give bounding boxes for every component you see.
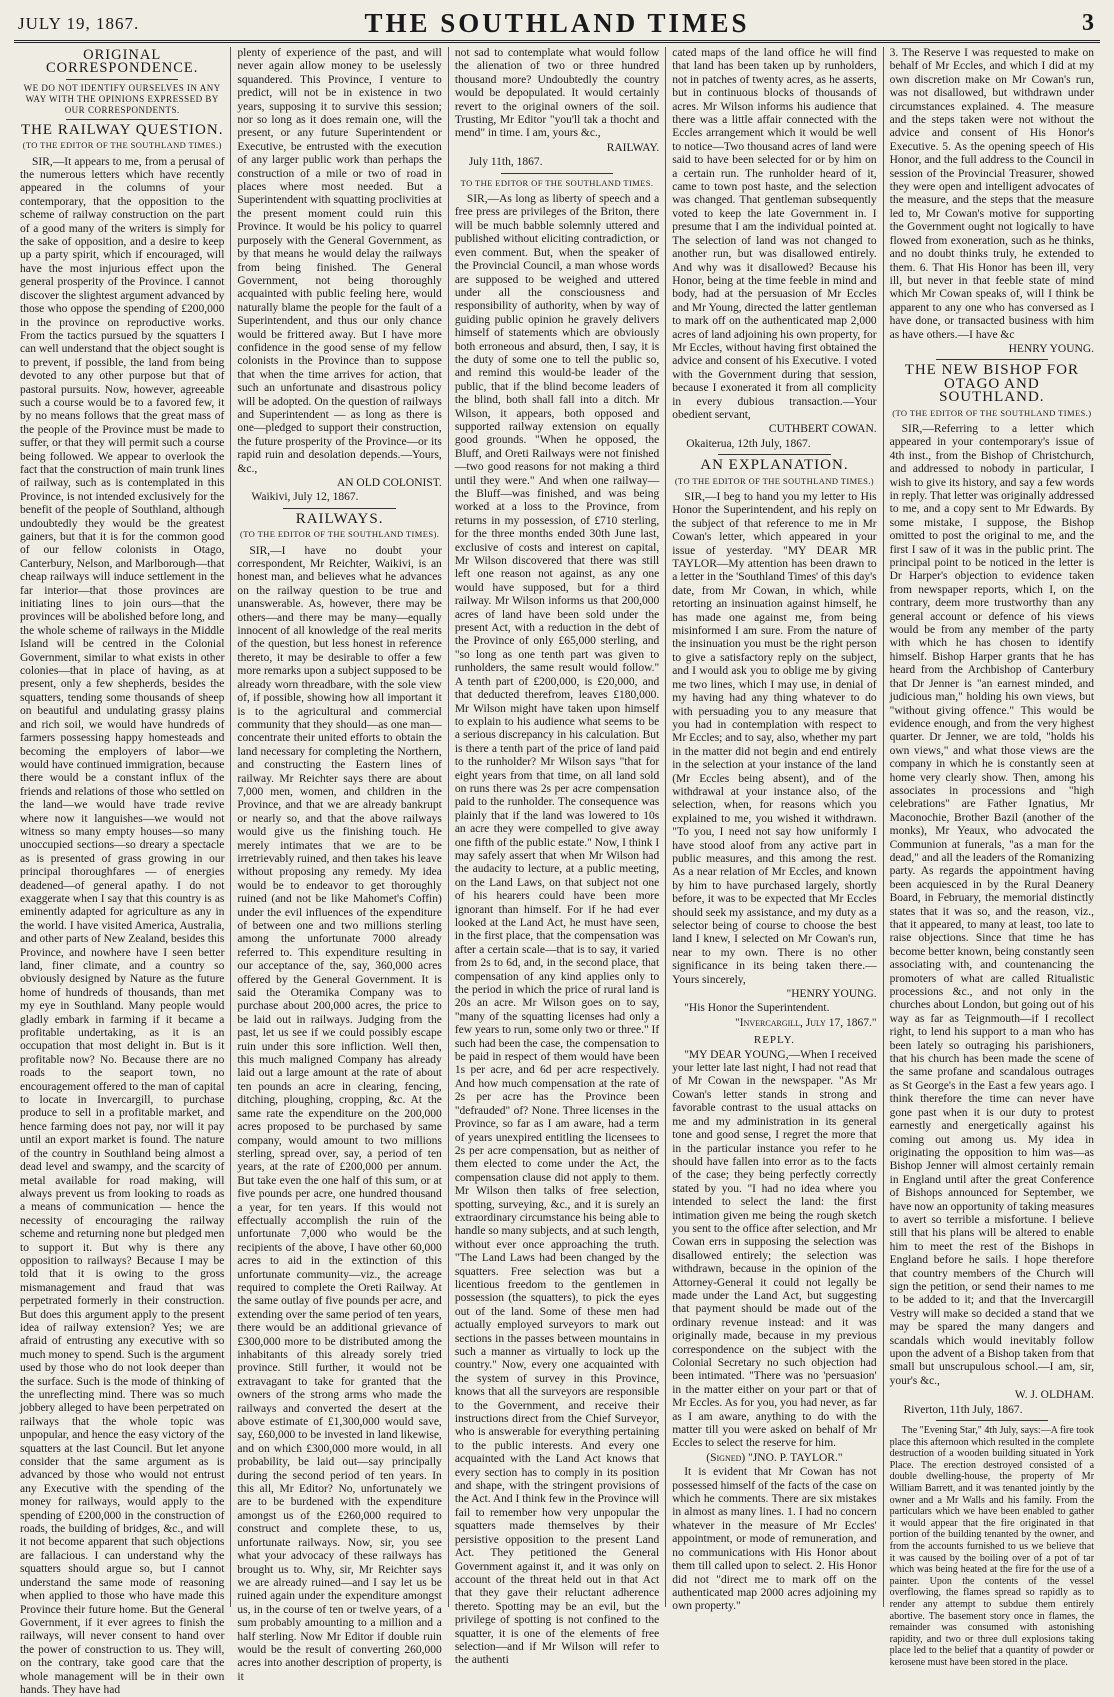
letter-body: SIR,—As long as liberty of speech and a free press are privileges of the Briton, there will be much babble solemnly uttered and published without eliciting contradiction, or even comment. But, when the speaker of the Provincial Council, a man whose words are supposed to be weighed and uttered under all the consciousness and responsibility of authority, when by way of guiding public opinion he gravely delivers himself of statements which are obviously both erroneous and absurd, then, I say, it is the duty of some one to tell the public so, and remind this would-be leader of the public, that if the blind become leaders of the blind, both shall fall into a ditch. Mr Wilson, it appears, both opposed and supported railway extension on equally good grounds. "When he opposed, the Bluff, and Oreti Railways were not finished—two good reasons for not making a third until they were." And when one railway—the Bluff—was finished, and was being worked at a loss to the Province, from returns in my possession, of £710 sterling, for the three months ended 30th June last, exclusive of costs and interest on capital, Mr Wilson discovered that there was still left one reason not against, as any one would have supposed, but for a third railway. Mr Wilson informs us that 200,000 acres of land have been sold under the present Act, with a reduction in the debt of the Province of only £65,000 sterling, and "so long as one tenth part was given to runholders, the same result would follow." A tenth part of £200,000, is £20,000, and that deducted therefrom, leaves £180,000. Mr Wilson might have taken upon himself to explain to his audience what seems to be a serious discrepancy in his calculation. But is there a tenth part of the price of land paid to the runholder? Mr Wilson says "that for eight years from that time, on all land sold on runs there was 2s per acre compensation paid to the runholder. The consequence was plainly that if the land was lowered to 10s an acre they were compelled to give away one fifth of the public estate." Now, I think I may safely assert that when Mr Wilson had the audacity to lecture, at a public meeting, on the Land Laws, on that subject not one of his hearers could have been more ignorant than himself. For if he had ever looked at the Land Act, he must have seen, in the first place, that the compensation was after a certain scale—that is to say, it varied from 2s to 6d, and, in the second place, that compensation of any kind applies only to the period in which the price of rural land is 20s an acre. Mr Wilson goes on to say, "many of the squatting licenses had only a few years to run, some only two or three." If such had been the case, the compensation to be paid in respect of them would have been 1s per acre, and 6d per acre respectively. And how much compensation at the rate of 2s per acre has the Province been "defrauded" of? None. Three licenses in the Province, so far as I am aware, had a term of years unexpired entitling the licensees to 2s per acre compensation, but as neither of them elected to come under the Act, the compensation clause did not apply to them. Mr Wilson then talks of free selection, spotting, surveying, &c., and it is surely an extraordinary circumstance his being able to handle so many subjects, and at such length, without ever once approaching the truth. "The Land Laws had been changed by the squatters. Free selection was but a licentious freedom to the gentlemen in possession (the squatters), to pick the eyes out of the land. Some of these men had actually employed surveyors to mark out sections in the passes between mountains in such a manner as virtually to lock up the country." Now, every one acquainted with the system of survey in this Province, knows that all the surveyors are responsible to the Government, and receive their instructions direct from the Chief Surveyor, who is answerable for everything pertaining to the public interests. And every one acquainted with the Land Act knows that every section has to comply in its position and shape, with the stringent provisions of the Act. And I think few in the Province will fail to remember how very unpopular the squatters made themselves by their persistive opposition to the present Land Act. They petitioned the General Government against it, and it was only on account of the threat held out in that Act that they gave their reluctant adherence thereto. Spotting may be an evil, but the privilege of spotting is not confined to the squatter, it is one of the elements of free selection—and if Mr Wilson will refer to the authenti <box>454 193 660 1667</box>
signature: HENRY YOUNG. <box>1008 342 1095 355</box>
editor-line: (TO THE EDITOR OF THE SOUTHLAND TIMES.) <box>674 475 875 486</box>
letter-title: THE RAILWAY QUESTION. <box>20 121 224 138</box>
dateline: Okaiterua, 12th July, 1867. <box>686 437 811 450</box>
address-line: "His Honor the Superintendent. <box>684 1002 830 1015</box>
letter-body-continued: 3. The Reserve I was requested to make on behalf of Mr Eccles, and which I did at my own discretion make on Mr Cowan's run, was not disallowed, but withdrawn under circumstances explained. 4. The measure and the steps taken were not without the advice and consent of His Honor's Executive. 5. As the opening speech of His Honor, and the full address to the Council in session of the Provincial Treasurer, showed they were open and intelligent advocates of the measure, and the steps that the measure led to, Mr Cowan's motive for supporting the Government ought not logically to have flowed from exoneration, such as he thinks, and no doubt thinks truly, he extended to them. 6. That His Honor has been ill, very ill, but never in that feeble state of mind which Mr Cowan speaks of, will I think be apparent to any one who has conversed as I have done, or transacted business with him as have others.—I have &c <box>889 47 1095 341</box>
issue-date: JULY 19, 1867. <box>18 14 140 33</box>
editor-line: (TO THE EDITOR OF THE SOUTHLAND TIMES.) <box>892 407 1092 418</box>
letter-title: AN EXPLANATION. <box>700 457 849 474</box>
section-title: ORIGINAL CORRESPONDENCE. <box>46 47 199 77</box>
column-2 <box>231 47 448 1683</box>
masthead <box>14 6 1100 43</box>
editor-line: (TO THE EDITOR OF THE SOUTHLAND TIMES). <box>240 529 440 540</box>
letter-body: "MY DEAR YOUNG,—When I received your letter late last night, I had not read that of Mr Cowan in the newspaper. "As Mr Cowan's letter stands in strong and favorable contrast to the usual attacks on me and my administration in its general tone and good sense, I regret the more that in the particular instance you refer to he should have fallen into error as to the facts of the case; they being perfectly correctly stated by you. "I had no idea where you intended to select the land: the first intimation given me being the rough sketch you sent to the office after selection, and Mr Cowan errs in supposing the selection was disallowed entirely; the selection was withdrawn, because in the opinion of the Attorney-General it could not legally be made under the Land Act, but suggesting that payment should be made out of the ordinary revenue instead: and it was originally made, because in my previous correspondence on the subject with the Colonial Secretary no such objection had been intimated. "There was no 'persuasion' in the matter either on your part or that of Mr Eccles. As for you, you had never, as far as I am aware, anything to do with the matter till you were asked on behalf of Mr Eccles to select the reserve for him. <box>672 1048 877 1450</box>
column-4 <box>666 47 883 1613</box>
editor-line: TO THE EDITOR OF THE SOUTHLAND TIMES. <box>460 177 654 188</box>
dateline: July 11th, 1867. <box>468 156 543 169</box>
dateline: Riverton, 11th July, 1867. <box>903 1403 1023 1416</box>
news-extract <box>890 1425 1094 1668</box>
divider <box>936 359 1048 360</box>
reply-label: REPLY. <box>753 1034 795 1047</box>
divider <box>718 454 830 455</box>
dateline: "Invercargill, July 17, 1867." <box>735 1016 877 1029</box>
signature: W. J. OLDHAM. <box>1014 1389 1095 1402</box>
column-1 <box>14 47 231 1696</box>
extract-body: The "Evening Star," 4th July, says:—A fire took place this afternoon which resulted in the complete destruction of a wooden building situated in York Place. The erection destroyed consisted of a double dwelling-house, the property of Mr William Barrett, and it was tenanted jointly by the owner and a Mr Walls and his family. From the particulars which we have been enabled to gather it would appear that the fire originated in that portion of the building tenanted by the owner, and from the accounts furnished to us we believe that it was caused by the boiling over of a pot of tar which was being heated at the fire for the use of a painter. Upon the contents of the vessel overflowing, the flames spread so rapidly as to render any attempt to subdue them entirely abortive. The basement story once in flames, the remainder was consumed with astonishing rapidity, and two or three dull explosions taking place led to the belief that a quantity of powder or kerosene must have been stored in the place. <box>889 1425 1095 1668</box>
letter-title: THE NEW BISHOP FOR OTAGO AND SOUTHLAND. <box>904 362 1079 406</box>
letter-title: RAILWAYS. <box>295 510 384 527</box>
columns <box>14 47 1100 1696</box>
letter-body: SIR,—It appears to me, from a perusal of the numerous letters which have recently appeared in the columns of your contemporary, that the opposition to the scheme of railway construction on the part of a good many of the writers is simply for the sake of opposition, and a desire to keep up a party spirit, which if encouraged, will have the most injurious effect upon the general prosperity of the Province. I cannot discover the slightest argument advanced by those who oppose the spending of £200,000 in the province on reproductive works. From the tactics pursued by the squatters I can well understand that the object sought is to prevent, if possible, the land from being devoted to any other purpose but that of pastoral pursuits. Now, however, agreeable such a course would be to a favored few, it by no means follows that the great mass of the people of the Province must be made to suffer, or that they will permit such a course being followed. We appear to overlook the fact that the construction of main trunk lines of railway, such as is contemplated in this Province, is not intended exclusively for the benefit of the people of Southland, although undoubtedly they would be the greatest gainers, but that it is for the common good of our fellow colonists in Otago, Canterbury, Nelson, and Marlborough—that cheap railways will induce settlement in the far interior—that those provinces are initiating lines to join ours—that the provinces will be abolished before long, and the whole scheme of railways in the Middle Island will be centred in the Colonial Government, similar to what exists in other colonies—that in place of having, as at present, only a few shepherds, besides the squatters, tending some thousands of sheep on beautiful and undulating grassy plains and rich soil, we would have hundreds of farmers possessing happy homesteads and becoming the employers of labor—we would have continued immigration, because there would be a constant influx of the friends and relations of those who settled on the land—we would have trade revive where now it languishes—we would not witness so many empty houses—so many unoccupied sections—so dreary a spectacle as is presented of grass growing in our principal thoroughfares — of energies deadened—of general apathy. I do not exaggerate when I say that this country is as eminently adapted for agriculture as any in the world. I have visited America, Australia, and other parts of New Zealand, besides this Province, and nowhere have I seen better land, finer climate, and a country so obviously designed by Nature as the future home of hundreds of thousands, than met my eye in Southland. Many people would gladly embark in farming if it became a profitable undertaking, as it is an occupation that most delight in. But is it profitable now? No. Because there are no roads to the seaport town, no encouragement offered to the man of capital to locate in Invercargill, to purchase produce to sell in a profitable market, and hence farming does not pay, nor will it pay until an export market is found. The nature of the country in Southland being almost a dead level and swampy, and the scarcity of metal available for road making, will always prevent us from looking to roads as a means of communication — hence the necessity of encouraging the railway scheme and returning none but pledged men to support it. But why is there any opposition to railways? Because I may be told that it is owing to the gross mismanagement and fraud that was perpetrated formerly in their construction. But does this argument apply to the present idea of railway extension? Yes; we are afraid of entrusting any executive with so much money to spend. Such is the argument used by those who do not look deeper than the surface. Such is the mode of thinking of the unreflecting mind. There was so much jobbery alleged to have been perpetrated on railways that the whole topic was unpopular, and hence the easy victory of the squatters at the last Council. But let anyone consider that the same argument as is advanced by those who would not entrust any Executive with the spending of the money for railways, would apply to the spending of £200,000 in the construction of roads, the building of bridges, &c., and will it not become apparent that such objections are fallacious. I can understand why the squatters should argue so, but I cannot understand the same mode of reasoning when applied to those who have made this Province their future home. But the General Government, if it ever agrees to finish the railways, will never consent to hand over the power of construction to us. They will, on the contrary, take good care that the whole management will be in their own hands. They have had <box>20 155 225 1696</box>
page-number: 3 <box>1082 10 1094 36</box>
dateline: Waikivi, July 12, 1867. <box>251 491 359 504</box>
disclaimer: WE DO NOT IDENTIFY OURSELVES IN ANY WAY WITH THE OPINIONS EXPRESSED BY OUR CORRESPONDENTS. <box>23 82 221 115</box>
newspaper-title: THE SOUTHLAND TIMES <box>364 8 750 38</box>
divider <box>501 173 613 174</box>
column-3 <box>449 47 666 1667</box>
divider <box>283 508 395 509</box>
letter-body: It is evident that Mr Cowan has not possessed himself of the facts of the case on which he comments. There are six mistakes in almost as many lines. 1. I had no concern whatever in the measure of Mr Eccles' appointment, or mode of remuneration, and no communications with His Honor about them till called upon to select. 2. His Honor did not "direct me to mark off on the authenticated map 2000 acres adjoining my own property." <box>672 1466 877 1613</box>
editor-line: (TO THE EDITOR OF THE SOUTHLAND TIMES.) <box>22 140 222 151</box>
letter-body-continued: not sad to contemplate what would follow the alienation of two or three hundred thousand more? Undoubtedly the country would be depopulated. It would certainly revert to the original owners of the soil. Trusting, Mr Editor "you'll tak a thocht and mend" in time. I am, yours &c., <box>454 47 660 140</box>
signature: AN OLD COLONIST. <box>336 477 442 489</box>
letter-body-continued: cated maps of the land office he will find that land has been taken up by runholders, not in patches of twenty acres, as he asserts, but in continuous blocks of thousands of acres. Mr Wilson informs his audience that there was a little affair connected with the Eccles arrangement which it would be well to notice—Two thousand acres of land were said to have been selected for or by him on a certain run. The runholder heard of it, came to town post haste, and the selection was changed. That gentleman subsequently voted to keep the late Government in. I presume that I am the individual pointed at. The selection of land was not changed to another run, but was disallowed entirely. And why was it disallowed? Because his Honor, being at the time feeble in mind and body, had at the persuasion of Mr Eccles and Mr Young, directed the latter gentleman to mark off on the authenticated map 2,000 acres of land adjoining his own property, for Mr Eccles, without having first obtained the advice and consent of his Executive. I voted with the Government during that session, because I exonerated it from all complicity in every dubious transaction.—Your obedient servant, <box>672 47 877 421</box>
letter-body-continued: plenty of experience of the past, and will never again allow money to be uselessly squandered. This Province, I venture to predict, will not be in existence in two years, supposing it to survive this session; nor so long as it does remain one, will the present, or any future Superintendent or Executive, be entrusted with the execution of any larger public work than perhaps the construction of a mile or two of road in places where most needed. But a Superintendent with squatting proclivities at the present moment could ruin this Province. It would be his policy to quarrel purposely with the General Government, as by that means he would delay the railways from being finished. The General Government, not being thoroughly acquainted with public feeling here, would naturally blame the people for the fault of a Superintendent, and thus our only chance would be frittered away. But I have more confidence in the good sense of my fellow colonists in the Province than to suppose that when the time arrives for action, that such an unfortunate and disastrous policy will be adopted. On the question of railways and Superintendent — as long as there is one—pledged to support their construction, the future prosperity of the Province—or its rapid ruin and desolation depends.—Yours, &c., <box>237 47 442 475</box>
signature: RAILWAY. <box>606 141 660 154</box>
letter-body: SIR,—Referring to a letter which appeared in your contemporary's issue of 4th inst., from the Bishop of Christchurch, and addressed to nobody in particular, I wish to give its history, and say a few words in reply. That letter was originally addressed to me, and a copy sent to Mr Edwards. By some mistake, I suppose, the Bishop omitted to post the original to me, and the first I saw of it was in the public print. The principal point to be noticed in the letter is Dr Harper's objection to evidence taken from newspaper reports, which I, on the contrary, deem more trustworthy than any general account or defence of his views would be from any member of the party with which he has chosen to identify himself. Bishop Harper grants that he has heard from the Archbishop of Canterbury that Dr Jenner is "an earnest minded, and judicious man," holding his own views, but "without giving offence." This would be evidence enough, and from the very highest quarter. Dr Jenner, we are told, "holds his own views," and what those views are the company in which he is constantly seen at home very clearly show. Then, among his associates in processions and "high celebrations" are Father Ignatius, Mr Maconochie, Brother Bazil (another of the monks), Mr Yeaux, who advocated the Communion at funerals, "as a man for the dead," and all the leaders of the Romanizing party. As regards the appointment having been acquiesced in by the Rural Deanery Board, in February, the memorial distinctly states that it was so, and the reason, viz., that it appeared, to many at least, too late to raise objections. Since that time he has become better known, being constantly seen associating with, and countenancing the promoters of what are called Ritualistic processions &c., and not only in the churches about London, but going out of his way as far as Teignmouth—if I recollect right, to lend his support to a man who has been lately so outraging his parishioners, that his church has been made the scene of the same profane and scandalous outrages as St George's in the East a few years ago. I think therefore the time can never have gone past when it is our duty to protest earnestly and energetically against his coming out among us. My idea in originating the opposition to him was—as Bishop Jenner will almost certainly remain in England until after the great Conference of Bishops announced for September, we have now an opportunity of taking measures to avert so terrible a misfortune. I believe still that his plans will be altered to enable him to meet the rest of the Bishops in England before he sails. I hope therefore that country members of the Church will sign the petition, or send their names to me to be added to it; and that the Invercargill Vestry will make so decided a stand that we may be spared the many dangers and scandals which would inevitably follow upon the advent of a Bishop taken from that small but unscrupulous school.—I am, sir, your's &c., <box>889 422 1095 1387</box>
column-5 <box>884 47 1100 1668</box>
signature: "HENRY YOUNG. <box>786 988 877 1001</box>
divider <box>66 119 178 120</box>
signature: CUTHBERT COWAN. <box>768 423 877 436</box>
divider <box>936 1420 1048 1421</box>
signed-line: (Signed) "JNO. P. TAYLOR." <box>706 1451 843 1464</box>
letter-body: SIR,—I beg to hand you my letter to His Honor the Superintendent, and his reply on the subject of that reference to me in Mr Cowan's letter, which appeared in your issue of yesterday. "MY DEAR MR TAYLOR—My attention has been drawn to a letter in the 'Southland Times' of this day's date, from Mr Cowan, in which, while retorting an insinuation against himself, he has made one against me, from being misinformed I am sure. From the nature of the insinuation you must be the right person to give a satisfactory reply on the subject, and I would ask you to oblige me by giving me two lines, which I may use, in denial of my having had any thing whatever to do with persuading you to any measure that you had in contemplation with respect to Mr Eccles; and to say, also, whether my part in the matter did not begin and end entirely in the selection at your instance of the land (Mr Eccles being absent), and of the withdrawal at your instance also, of the selection, when, for reasons which you explained to me, you wished it withdrawn. "To you, I need not say how uniformly I have stood aloof from any active part in public measures, and this among the rest. As a near relation of Mr Eccles, and known by him to have purchased largely, shortly before, it was to be expected that Mr Eccles should seek my assistance, and my duty as a selector being of course to choose the best land I knew, I selected on Mr Cowan's run, near to my own. There is no other significance in its being taken there.—Yours sincerely, <box>672 491 877 986</box>
divider <box>66 79 178 80</box>
letter-body: SIR,—I have no doubt your correspondent, Mr Reichter, Waikivi, is an honest man, and believes what he advances on the railway question to be true and unanswerable. As, however, there may be others—and there may be many—equally innocent of all knowledge of the real merits of the question, but less honest in reference thereto, it may be desirable to offer a few more remarks upon a subject supposed to be already worn threadbare, with the sole view of, if possible, showing how all important it is to the agricultural and commercial community that they should—as one man—concentrate their united efforts to obtain the land necessary for completing the Northern, and constructing the Eastern lines of railway. Mr Reichter says there are about 7,000 men, women, and children in the Province, and that we are already bankrupt or nearly so, and that the above railways would give us the finishing touch. He merely intimates that we are to be irretrievably ruined, and then takes his leave without proposing any remedy. My idea would be to endeavor to get thoroughly ruined (and not be like Mahomet's Coffin) under the evil influences of the expenditure of between one and two millions sterling among the unfortunate 7000 already referred to. This expenditure resulting in our acceptance of the, say, 360,000 acres offered by the General Government. It is said the Oteramika Company was to purchase about 200,000 acres, the price to be laid out in railways. Judging from the past, let us see if we could possibly escape ruin under this sore infliction. Well then, this much maligned Company has already laid out a large amount at the rate of about ten pounds an acre in clearing, fencing, ditching, ploughing, cropping, &c. At the same rate the expenditure on the 200,000 acres proposed to be purchased by same company, would amount to two millions sterling, spread over, say, a period of ten years, at the rate of £200,000 per annum. But take even the one half of this sum, or at five pounds per acre, one hundred thousand a year, for ten years. If this would not effectually accomplish the ruin of the unfortunate 7,000 who would be the recipients of the above, I have other 60,000 acres to aid in the extinction of this unfortunate community—viz., the acreage required to complete the Oreti Railway. At the same outlay of five pounds per acre, and extending over the same period of ten years, there would be an additional grievance of £300,000 more to be distributed among the inhabitants of this already sorely tried province. Still further, it would not be extravagant to take for granted that the owners of the strong arms who made the railways and converted the desert at the above estimate of £1,300,000 would save, say, £60,000 to be invested in land likewise, and on which £300,000 more would, in all probability, be laid out—say principally during the second period of ten years. In this all, Mr Editor? No, unfortunately we are to be burdened with the expenditure amongst us of the £260,000 required to construct and complete these, to us, unfortunate railways. Now, sir, you see what your advocacy of these railways has brought us to. Why, sir, Mr Reichter says we are already ruined—and I say let us be ruined again under the expenditure amongst us, in the course of ten or twelve years, of a sum probably amounting to a million and a half sterling. Now Mr Editor if double ruin would be the result of converting 260,000 acres into another description of property, is it <box>237 544 442 1683</box>
